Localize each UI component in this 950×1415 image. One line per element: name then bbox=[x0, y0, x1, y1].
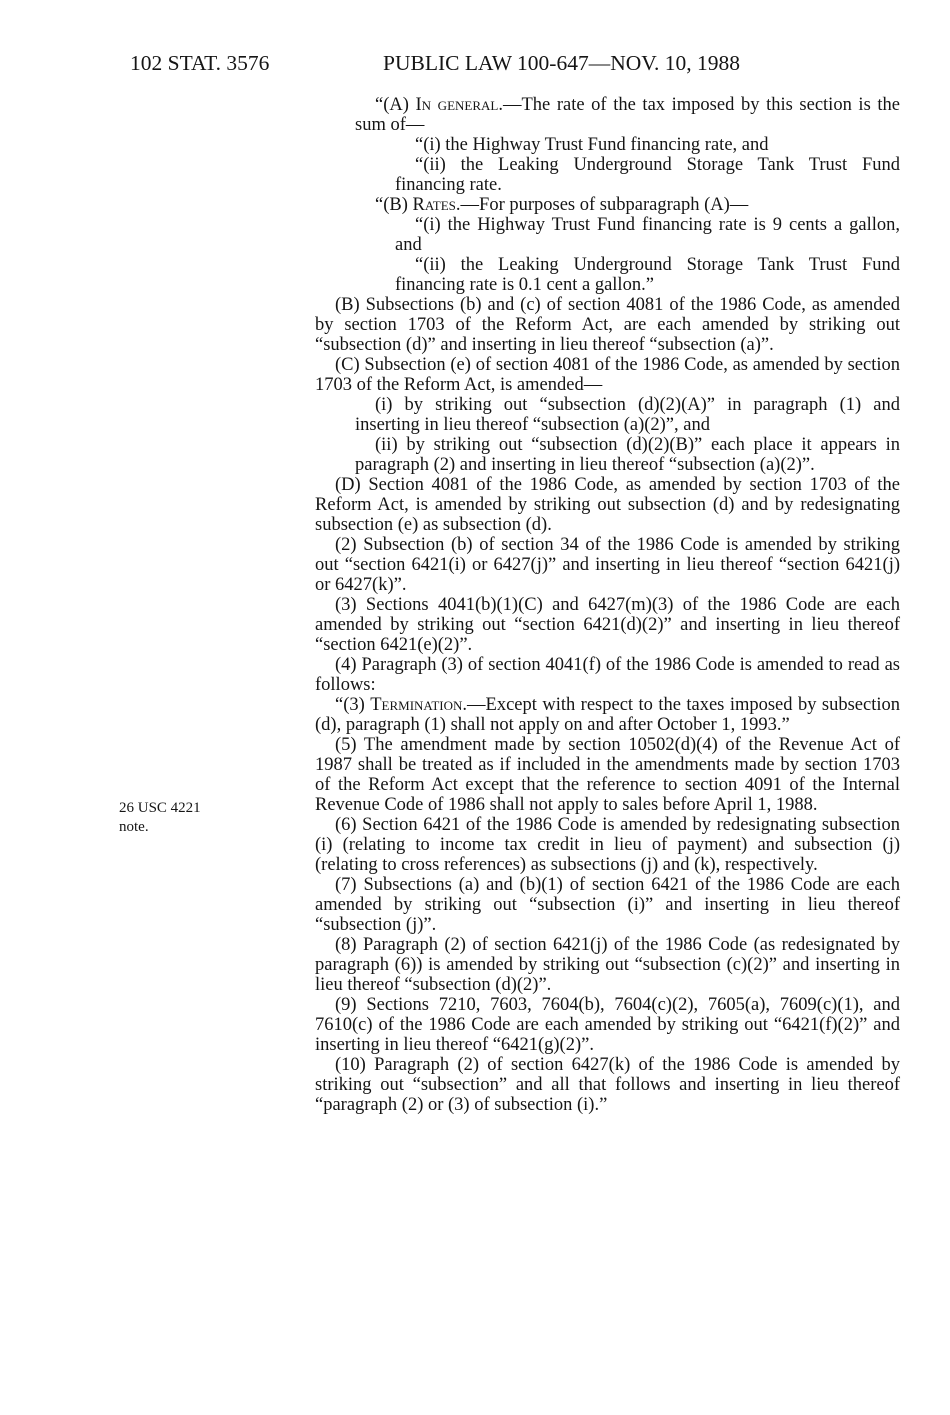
paragraph: “(i) the Highway Trust Fund financing rate is 9 cents a gallon, and bbox=[395, 215, 900, 255]
paragraph: “(A) In general.—The rate of the tax imposed by this section is the sum of— bbox=[355, 95, 900, 135]
paragraph: (6) Section 6421 of the 1986 Code is amended by redesignating subsection (i) (relating to income tax credit in lieu of payment) and subsection (j) (relating to cross references) as subsections (j) and (k), respectively. bbox=[315, 815, 900, 875]
margin-note-label: note. bbox=[119, 819, 149, 835]
paragraph: (ii) by striking out “subsection (d)(2)(B)” each place it appears in paragraph (2) and inserting in lieu thereof “subsection (a)(2)”. bbox=[355, 435, 900, 475]
paragraph: (5) The amendment made by section 10502(d)(4) of the Revenue Act of 1987 shall be treated as if included in the amendments made by section 1703 of the Reform Act except that the reference to section 4091 of the Internal Revenue Code of 1986 shall not apply to sales before April 1, 1988. bbox=[315, 735, 900, 815]
paragraph: (i) by striking out “subsection (d)(2)(A)” in paragraph (1) and inserting in lieu thereof “subsection (a)(2)”, and bbox=[355, 395, 900, 435]
paragraph: (4) Paragraph (3) of section 4041(f) of the 1986 Code is amended to read as follows: bbox=[315, 655, 900, 695]
paragraph: (C) Subsection (e) of section 4081 of the 1986 Code, as amended by section 1703 of the Reform Act, is amended— bbox=[315, 355, 900, 395]
paragraph: “(i) the Highway Trust Fund financing rate, and bbox=[415, 135, 769, 155]
paragraph: “(ii) the Leaking Underground Storage Tank Trust Fund financing rate is 0.1 cent a gallon.” bbox=[395, 255, 900, 295]
statute-page-number: 102 STAT. 3576 bbox=[130, 51, 270, 75]
paragraph: “(B) Rates.—For purposes of subparagraph (A)— bbox=[375, 195, 749, 215]
paragraph: (D) Section 4081 of the 1986 Code, as amended by section 1703 of the Reform Act, is amended by striking out subsection (d) and by redesignating subsection (e) as subsection (d). bbox=[315, 475, 900, 535]
public-law-title: PUBLIC LAW 100-647—NOV. 10, 1988 bbox=[383, 51, 741, 75]
paragraph: “(3) Termination.—Except with respect to the taxes imposed by subsection (d), paragraph (1) shall not apply on and after October 1, 1993.” bbox=[315, 695, 900, 735]
paragraph: (B) Subsections (b) and (c) of section 4081 of the 1986 Code, as amended by section 1703 of the Reform Act, are each amended by striking out “subsection (d)” and inserting in lieu thereof “subsection (a)”. bbox=[315, 295, 900, 355]
margin-citation-note bbox=[119, 799, 269, 837]
paragraph: (8) Paragraph (2) of section 6421(j) of the 1986 Code (as redesignated by paragraph (6)) is amended by striking out “subsection (c)(2)” and inserting in lieu thereof “subsection (d)(2)”. bbox=[315, 935, 900, 995]
law-body-text bbox=[315, 95, 900, 1115]
paragraph: (2) Subsection (b) of section 34 of the 1986 Code is amended by striking out “section 6421(i) or 6427(j)” and inserting in lieu thereof “section 6421(j) or 6427(k)”. bbox=[315, 535, 900, 595]
paragraph: (10) Paragraph (2) of section 6427(k) of the 1986 Code is amended by striking out “subsection” and all that follows and inserting in lieu thereof “paragraph (2) or (3) of subsection (i).” bbox=[315, 1055, 900, 1115]
paragraph: (9) Sections 7210, 7603, 7604(b), 7604(c)(2), 7605(a), 7609(c)(1), and 7610(c) of the 1986 Code are each amended by striking out “6421(f)(2)” and inserting in lieu thereof “6421(g)(2)”. bbox=[315, 995, 900, 1055]
paragraph: “(ii) the Leaking Underground Storage Tank Trust Fund financing rate. bbox=[395, 155, 900, 195]
paragraph: (3) Sections 4041(b)(1)(C) and 6427(m)(3) of the 1986 Code are each amended by striking out “section 6421(d)(2)” and inserting in lieu thereof “section 6421(e)(2)”. bbox=[315, 595, 900, 655]
page-header bbox=[130, 51, 950, 81]
paragraph: (7) Subsections (a) and (b)(1) of section 6421 of the 1986 Code are each amended by striking out “subsection (i)” and inserting in lieu thereof “subsection (j)”. bbox=[315, 875, 900, 935]
margin-note-citation: 26 USC 4221 bbox=[119, 800, 201, 816]
